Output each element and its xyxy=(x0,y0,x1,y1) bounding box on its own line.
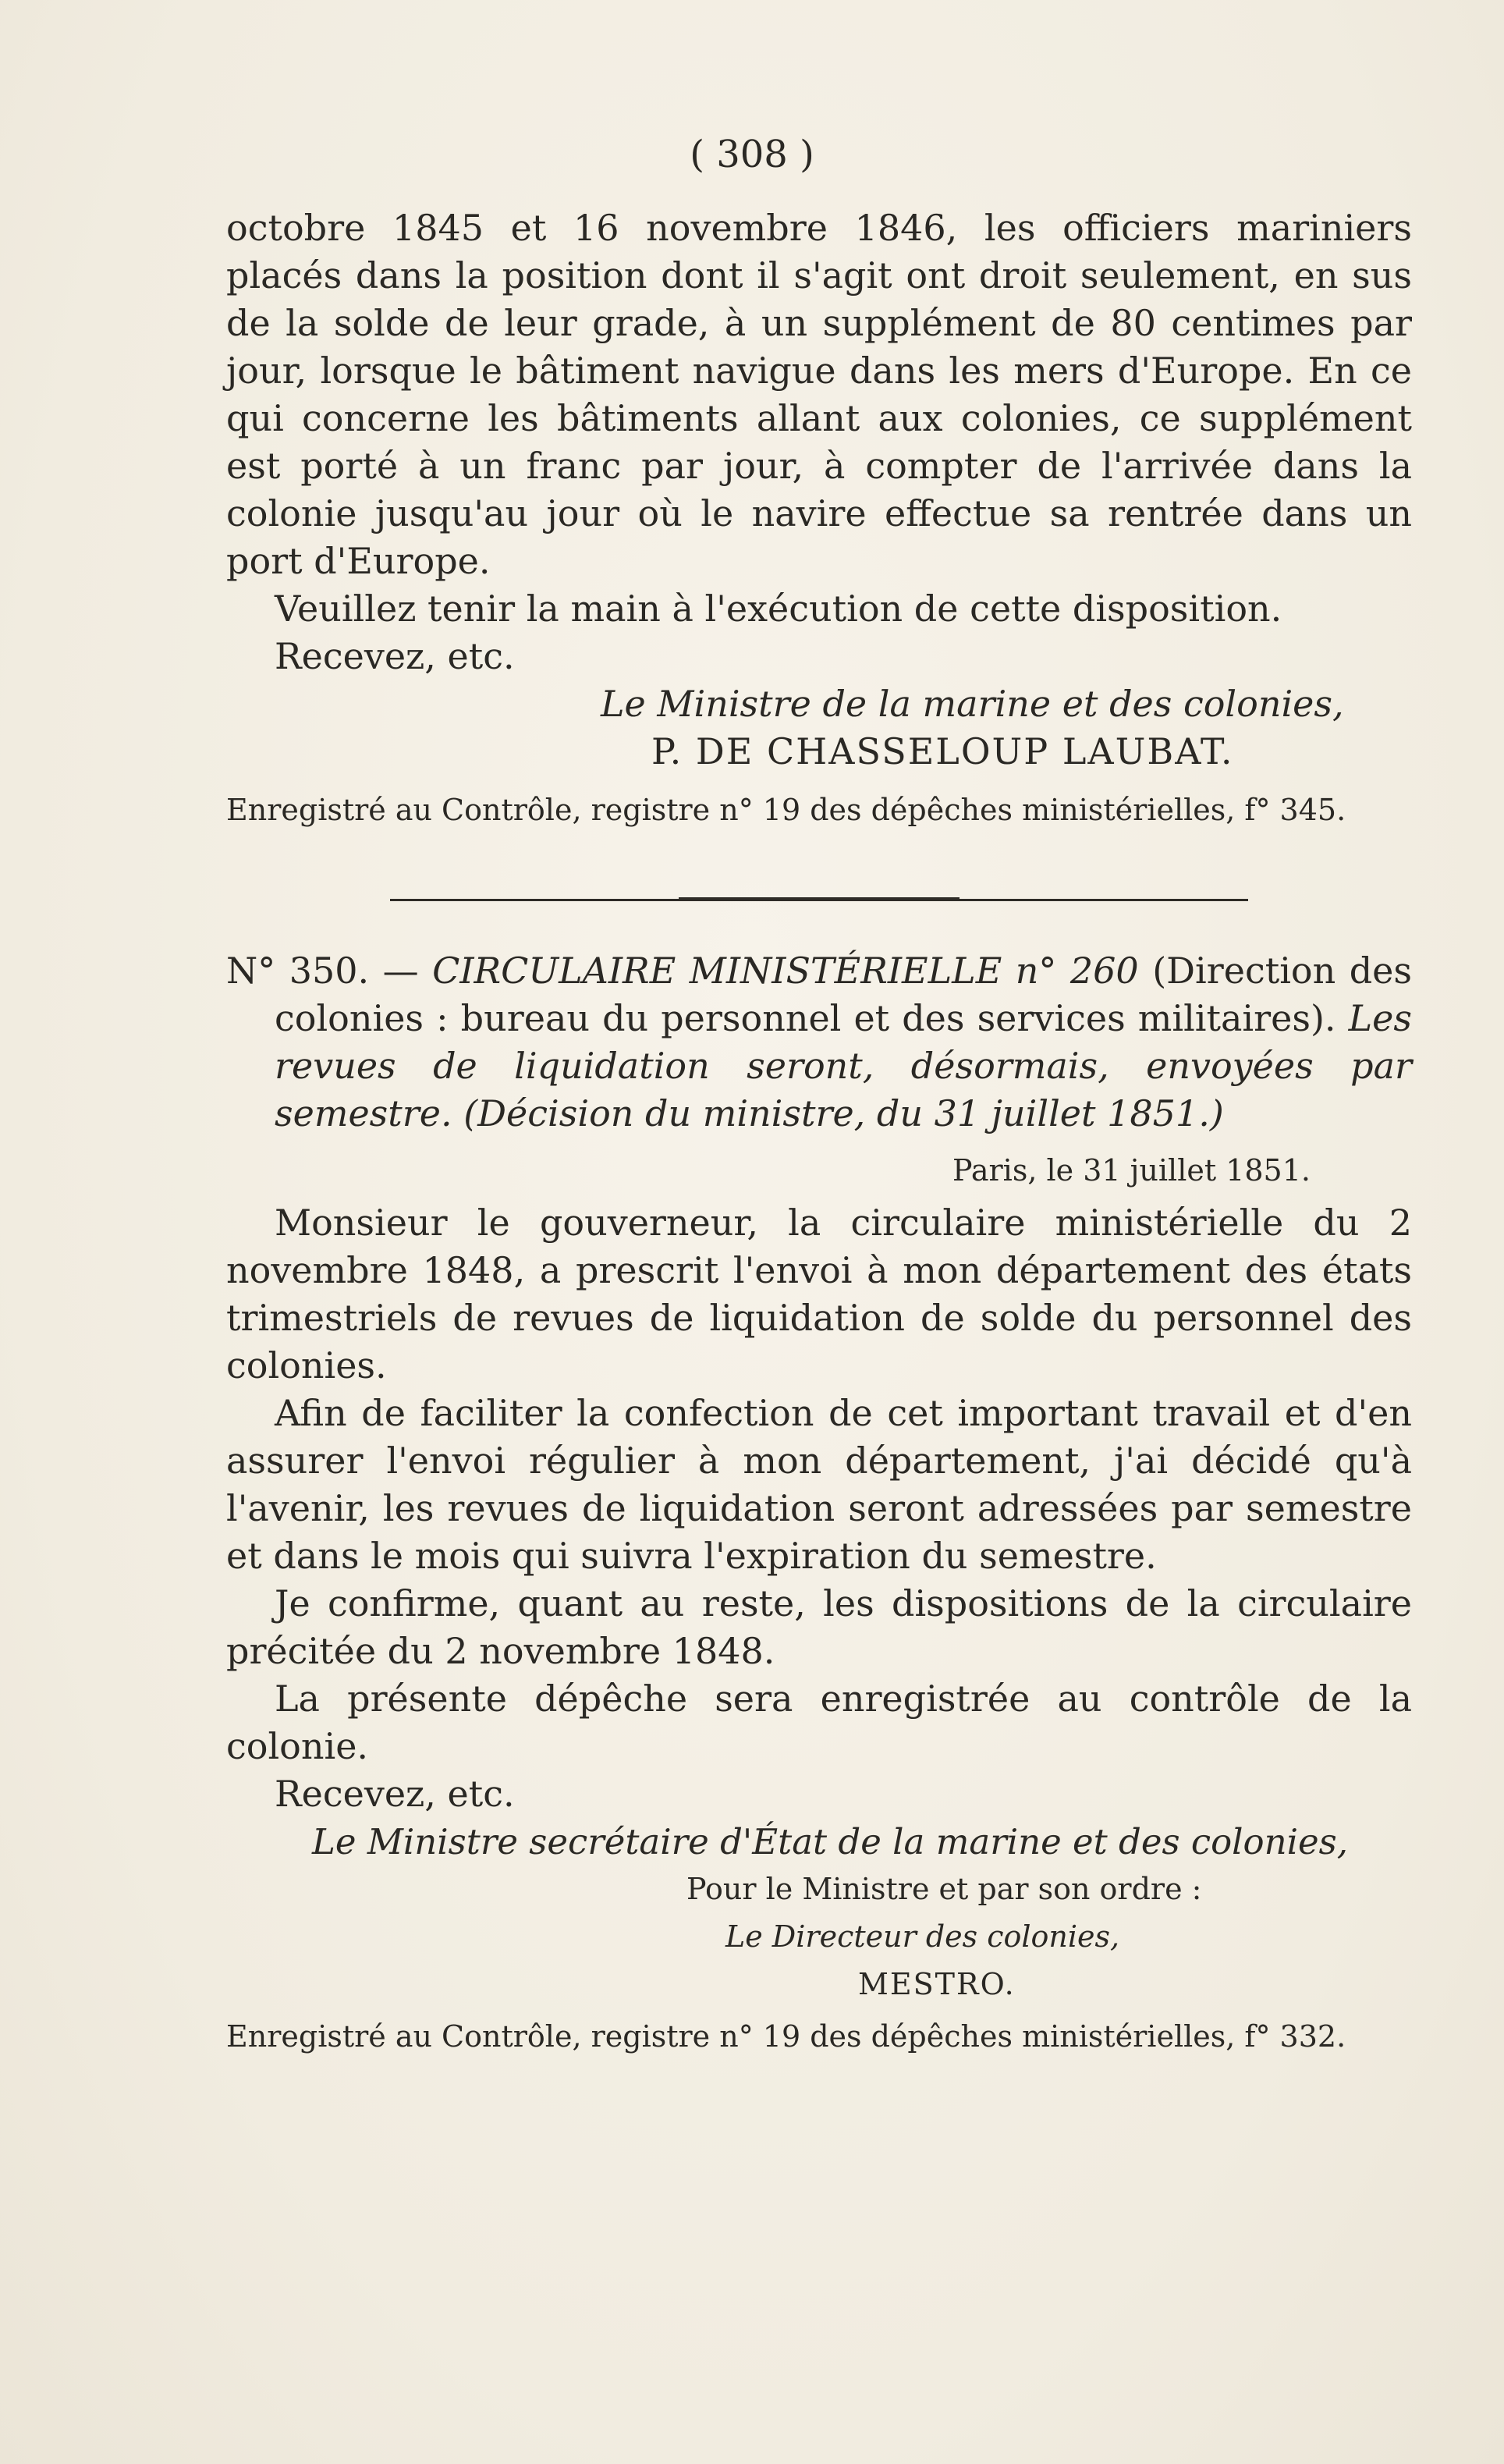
section-1 xyxy=(226,204,1424,834)
director-name: MESTRO. xyxy=(858,1967,1016,2001)
circular-title: CIRCULAIRE MINISTÉRIELLE n° 260 xyxy=(432,950,1139,992)
page-number: ( 308 ) xyxy=(690,133,814,176)
circular-summary: Les revues de liquidation seront, désormais, envoyées par semestre. xyxy=(275,997,1424,1134)
signatory-name: P. DE CHASSELOUP LAUBAT. xyxy=(651,730,1234,772)
registration-note: Enregistré au Contrôle, registre n° 19 des dépêches ministérielles, f° 345. xyxy=(226,793,1346,827)
body-paragraph-3: Je confirme, quant au reste, les dispositions de la circulaire précitée du 2 novembre 1848. xyxy=(226,1582,1424,1672)
body-paragraph-2: Afin de faciliter la confection de cet important travail et d'en assurer l'envoi régulier à mon département, j'ai décidé qu'à l'avenir, les revues de liquidation seront adressées par semestre et dans le mois qui suivra l'expiration du semestre. xyxy=(226,1392,1424,1577)
instruction-paragraph: Veuillez tenir la main à l'exécution de cette disposition. xyxy=(275,588,1282,630)
signatory-title: Le Ministre de la marine et des colonies, xyxy=(601,683,1344,725)
circular-header xyxy=(226,947,1424,1138)
circular-number: N° 350. — xyxy=(226,950,419,992)
delegation-line: Pour le Ministre et par son ordre : xyxy=(686,1872,1202,1906)
body-paragraph-4: La présente dépêche sera enregistrée au contrôle de la colonie. xyxy=(226,1678,1424,1767)
circular-decision: (Décision du ministre, du 31 juillet 1851.) xyxy=(463,1092,1224,1134)
director-title: Le Directeur des colonies, xyxy=(725,1919,1120,1954)
section-2 xyxy=(226,947,1424,2061)
circular-direction: (Direction des colonies : bureau du personnel et des services militaires). xyxy=(275,950,1424,1039)
dateline: Paris, le 31 juillet 1851. xyxy=(952,1153,1311,1188)
closing-formula: Recevez, etc. xyxy=(275,635,515,677)
closing-formula-2: Recevez, etc. xyxy=(275,1773,515,1815)
continuation-paragraph: octobre 1845 et 16 novembre 1846, les officiers mariniers placés dans la position dont il s'agit ont droit seulement, en sus de la solde de leur grade, à un supplément de 80 centimes par jour, lorsque le bâtiment navigue dans les mers d'Europe. En ce qui concerne les bâtiments allant aux colonies, ce supplément est porté à un franc par jour, à compter de l'arrivée dans la colonie jusqu'au jour où le navire effectue sa rentrée dans un port d'Europe. xyxy=(226,207,1424,582)
section-divider-center xyxy=(679,897,960,901)
signatory-title-2: Le Ministre secrétaire d'État de la marine et des colonies, xyxy=(312,1821,1349,1862)
registration-note-2: Enregistré au Contrôle, registre n° 19 des dépêches ministérielles, f° 332. xyxy=(226,2019,1346,2054)
body-paragraph-1: Monsieur le gouverneur, la circulaire ministérielle du 2 novembre 1848, a prescrit l'envoi à mon département des états trimestriels de revues de liquidation de solde du personnel des colonies. xyxy=(226,1202,1424,1386)
